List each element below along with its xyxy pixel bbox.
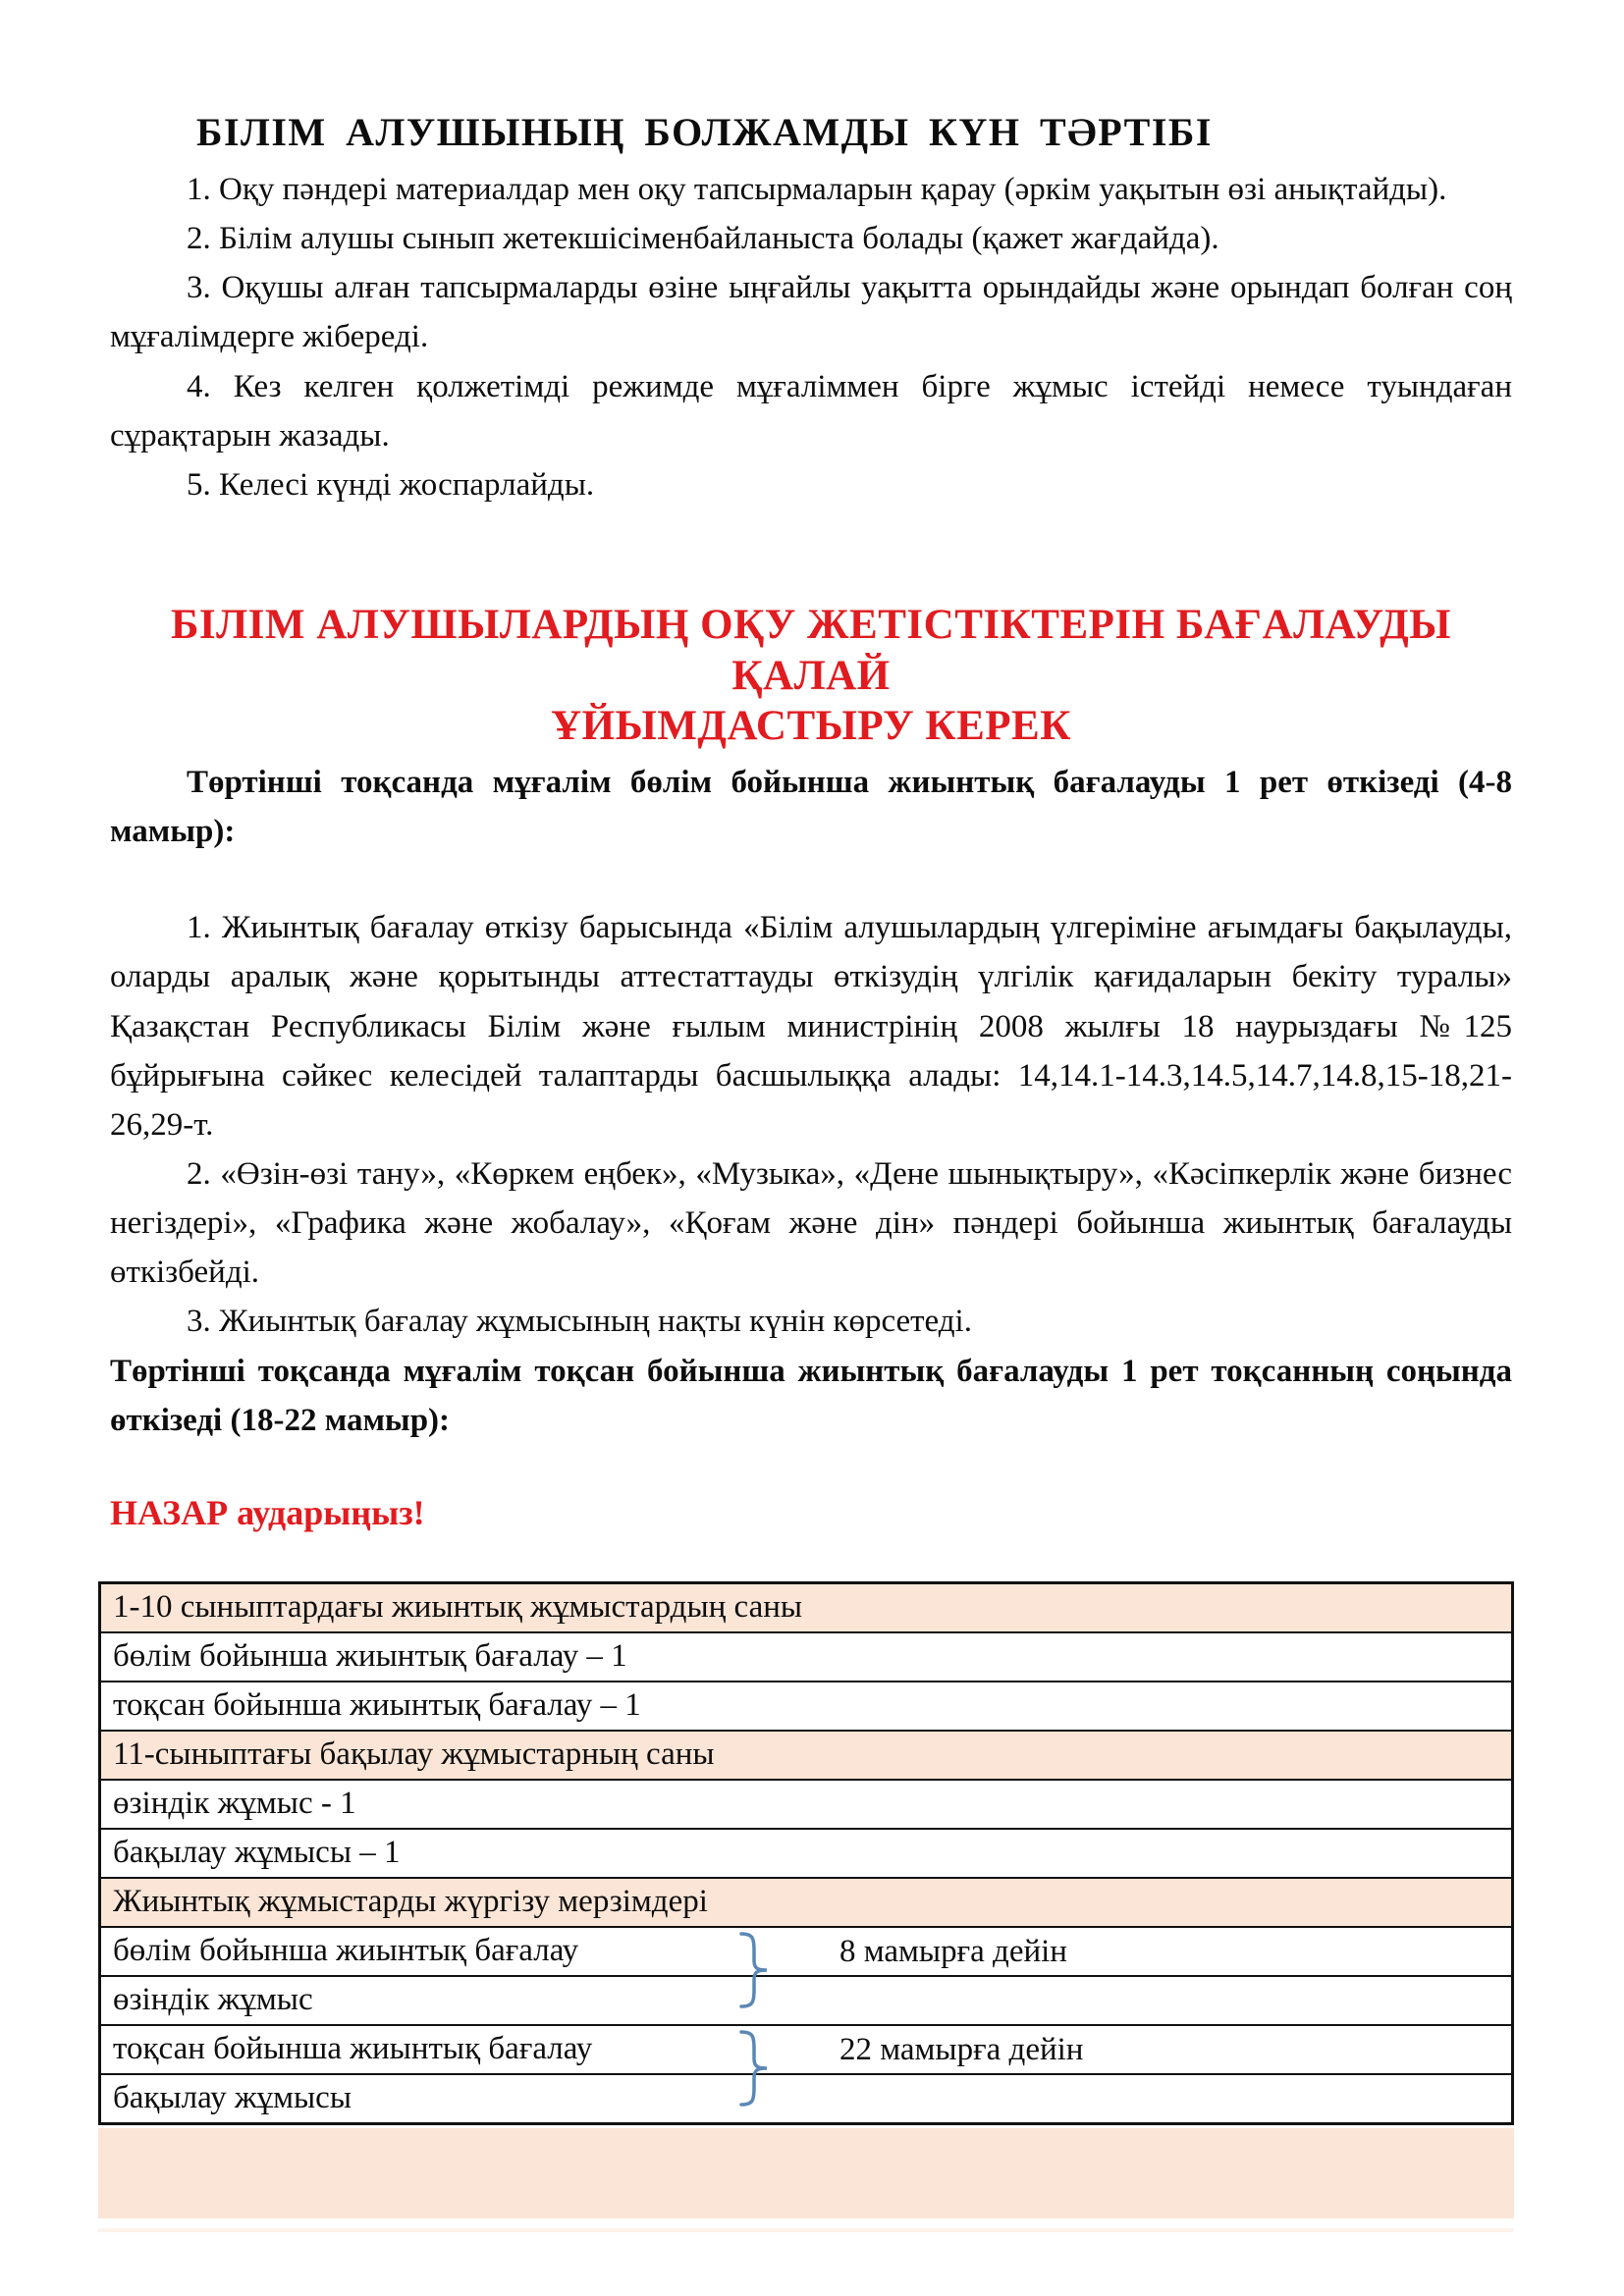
- table-row: [100, 2074, 1513, 2124]
- table-cell: 1-10 сыныптардағы жиынтық жұмыстардың саны: [100, 1582, 1513, 1632]
- table-header-row: [100, 1582, 1513, 1632]
- assessment-section-heading: [110, 600, 1512, 752]
- table-row: [100, 1632, 1513, 1682]
- table-cell-text: бөлім бойынша жиынтық бағалау: [113, 1933, 579, 1969]
- table-row: [100, 1780, 1513, 1829]
- deadline-text: 8 мамырға дейін: [839, 1933, 1067, 1969]
- routine-item-3: 3. Оқушы алған тапсырмаларды өзіне ыңғайлы уақытта орындайды және орындап болған соң мұғалімдерге жібереді.: [110, 270, 1512, 355]
- page-title: БІЛІМ АЛУШЫНЫҢ БОЛЖАМДЫ КҮН ТӘРТІБІ: [196, 110, 1213, 154]
- summary-table: [98, 1581, 1514, 2125]
- table-row: [100, 1829, 1513, 1878]
- table-header-row: [100, 1731, 1513, 1780]
- blank-line: [110, 856, 1512, 903]
- table-cell: өзіндік жұмыс - 1: [100, 1780, 1513, 1829]
- attention-label: НАЗАР аударыңыз!: [110, 1492, 425, 1532]
- table-cell: [100, 2025, 1513, 2074]
- table-cell: 11-сыныптағы бақылау жұмыстарның саны: [100, 1731, 1513, 1780]
- assessment-rule-1: 1. Жиынтық бағалау өткізу барысында «Білім алушылардың үлгеріміне ағымдағы бақылауды, оларды аралық және қорытынды аттестаттауды өткізудің үлгілік қағидаларын бекіту туралы» Қазақстан Республикасы Білім және ғылым министрінің 2008 жылғы 18 наурыздағы №125 бұйрығына сәйкес келесідей талаптарды басшылыққа алады: 14,14.1-14.3,14.5,14.7,14.8,15-18,21-26,29-т.: [110, 910, 1512, 1143]
- divider: [98, 2228, 1514, 2232]
- empty-highlight-block: [98, 2128, 1514, 2218]
- table-row: [100, 1927, 1513, 1976]
- assessment-rule-2: 2. «Өзін-өзі тану», «Көркем еңбек», «Музыка», «Дене шынықтыру», «Кәсіпкерлік және бизнес негіздері», «Графика және жобалау», «Қоғам және дін» пәндері бойынша жиынтық бағалауды өткізбейді.: [110, 1155, 1512, 1291]
- assessment-heading-line1: БІЛІМ АЛУШЫЛАРДЫҢ ОҚУ ЖЕТІСТІКТЕРІН БАҒАЛАУДЫ ҚАЛАЙ: [170, 602, 1452, 699]
- assessment-rule-3: 3. Жиынтық бағалау жұмысының нақты күнін көрсетеді.: [187, 1304, 972, 1340]
- table-cell: Жиынтық жұмыстарды жүргізу мерзімдері: [100, 1878, 1513, 1927]
- routine-item-4: 4. Кез келген қолжетімді режимде мұғаліммен бірге жұмыс істейді немесе туындаған сұрақтарын жазады.: [110, 368, 1512, 454]
- table-cell: [100, 1927, 1513, 1976]
- table-row: [100, 1682, 1513, 1731]
- routine-item-5: 5. Келесі күнді жоспарлайды.: [187, 466, 595, 503]
- table-row: [100, 1976, 1513, 2025]
- table-cell: өзіндік жұмыс: [100, 1976, 1513, 2025]
- table-cell-text: тоқсан бойынша жиынтық бағалау: [113, 2031, 593, 2067]
- quarter-final-intro: Төртінші тоқсанда мұғалім тоқсан бойынша жиынтық бағалауды 1 рет тоқсанның соңында өткізеді (18-22 мамыр):: [110, 1353, 1512, 1438]
- routine-item-1: 1. Оқу пәндері материалдар мен оқу тапсырмаларын қарау (әркім уақытын өзі анықтайды).: [187, 172, 1447, 207]
- table-cell: бөлім бойынша жиынтық бағалау – 1: [100, 1632, 1513, 1682]
- deadline-text: 22 мамырға дейін: [839, 2031, 1084, 2067]
- routine-item-2: 2. Білім алушы сынып жетекшісіменбайланыста болады (қажет жағдайда).: [187, 221, 1219, 257]
- table-header-row: [100, 1878, 1513, 1927]
- table-cell: бақылау жұмысы: [100, 2074, 1513, 2124]
- assessment-heading-line2: ҰЙЫМДАСТЫРУ КЕРЕК: [551, 703, 1071, 750]
- table-cell: тоқсан бойынша жиынтық бағалау – 1: [100, 1682, 1513, 1731]
- table-row: [100, 2025, 1513, 2074]
- table-cell: бақылау жұмысы – 1: [100, 1829, 1513, 1878]
- quarter-section-intro: Төртінші тоқсанда мұғалім бөлім бойынша жиынтық бағалауды 1 рет өткізеді (4-8 мамыр):: [110, 764, 1512, 850]
